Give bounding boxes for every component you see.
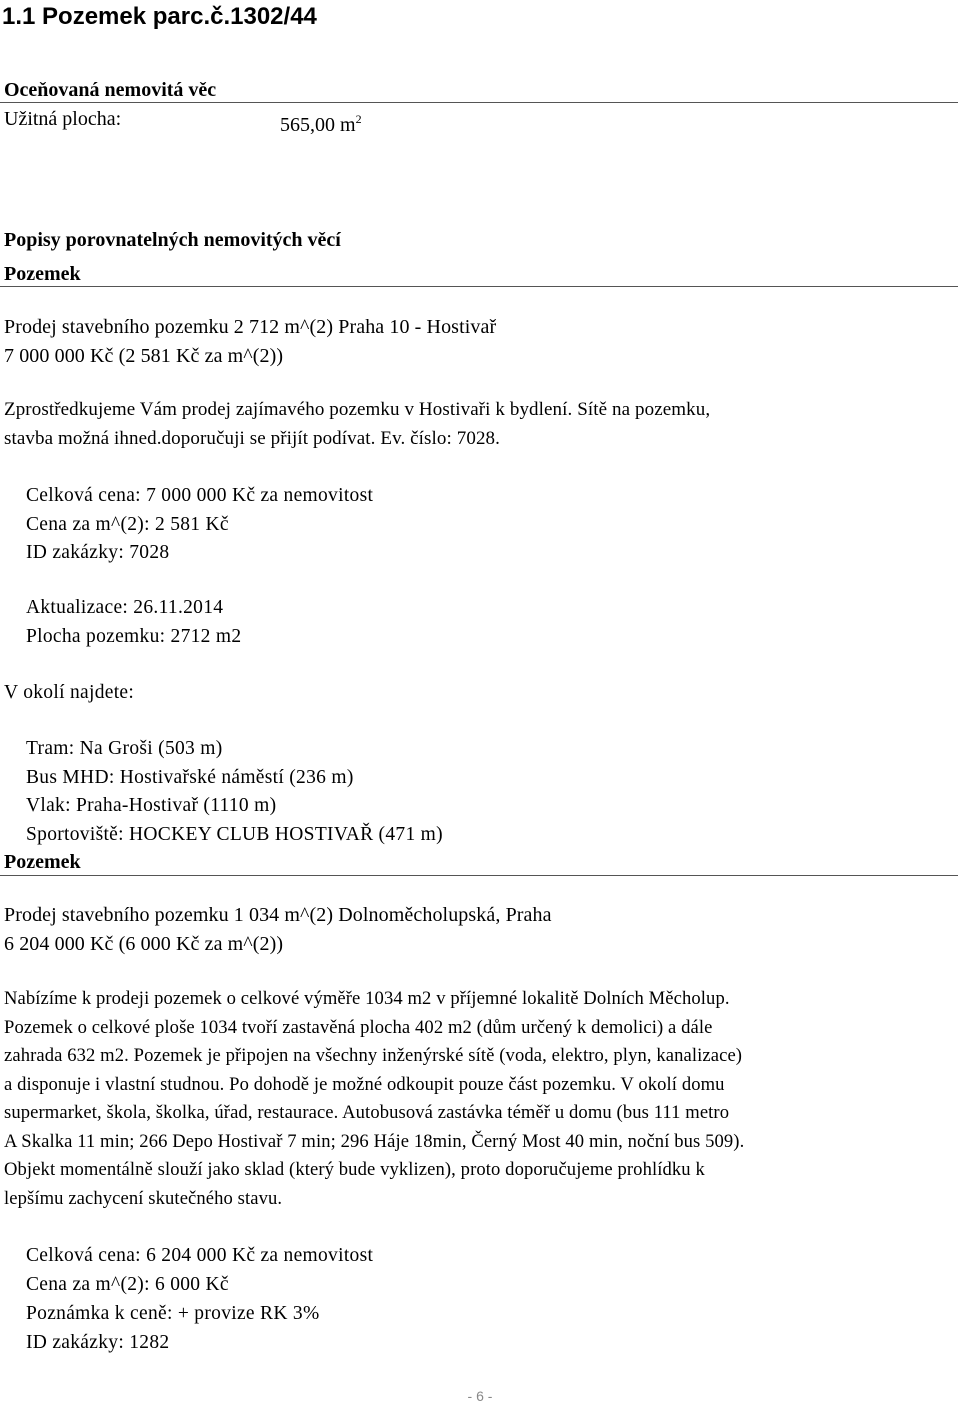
order-id-line: ID zakázky: 1282 xyxy=(26,1332,170,1353)
comparable-title xyxy=(4,901,954,959)
surroundings-item: Bus MHD: Hostivařské náměstí (236 m) xyxy=(26,766,354,788)
usable-area-label: Užitná plocha: xyxy=(4,108,122,130)
price-per-m2-line: Cena za m^(2): 2 581 Kč xyxy=(26,513,229,535)
surroundings-label: V okolí najdete: xyxy=(4,682,135,703)
description-line: lepšímu zachycení skutečného stavu. xyxy=(4,1187,283,1209)
section-divider xyxy=(0,286,958,287)
surroundings-item: Tram: Na Groši (503 m) xyxy=(26,738,223,759)
description-line: A Skalka 11 min; 266 Depo Hostivař 7 min; 296 Háje 18min, Černý Most 40 min, noční bus 509). xyxy=(4,1130,745,1152)
document-title: 1.1 Pozemek parc.č.1302/44 xyxy=(2,3,317,30)
description-line: zahrada 632 m2. Pozemek je připojen na všechny inženýrské sítě (voda, elektro, plyn, kanalizace) xyxy=(4,1045,743,1066)
comparable-section-label: Pozemek xyxy=(4,263,81,285)
usable-area-unit-exponent: 2 xyxy=(355,112,362,126)
comparable-section-label: Pozemek xyxy=(4,851,81,873)
description-line: a disponuje i vlastní studnou. Po dohodě je možné odkoupit pouze část pozemku. V okolí domu xyxy=(4,1073,725,1095)
usable-area-value xyxy=(280,106,362,138)
description-line: Nabízíme k prodeji pozemek o celkové výměře 1034 m2 v příjemné lokalitě Dolních Měcholup. xyxy=(4,988,730,1009)
comparable-title-line: 6 204 000 Kč (6 000 Kč za m^(2)) xyxy=(4,933,284,955)
price-per-m2-line: Cena za m^(2): 6 000 Kč xyxy=(26,1274,229,1295)
comparable-update-block xyxy=(26,594,960,651)
description-line: supermarket, škola, školka, úřad, restaurace. Autobusová zastávka téměř u domu (bus 111 metro xyxy=(4,1102,730,1123)
comparable-price-block xyxy=(26,482,960,568)
description-line: stavba možná ihned.doporučuji se přijít podívat. Ev. číslo: 7028. xyxy=(4,427,501,449)
surroundings-item: Vlak: Praha-Hostivař (1110 m) xyxy=(26,795,277,816)
page-number: - 6 - xyxy=(467,1388,493,1404)
surroundings-item: Sportoviště: HOCKEY CLUB HOSTIVAŘ (471 m) xyxy=(26,823,443,845)
description-line: Objekt momentálně slouží jako sklad (který bude vyklizen), proto doporučujeme prohlídku k xyxy=(4,1159,705,1180)
total-price-line: Celková cena: 7 000 000 Kč za nemovitost xyxy=(26,485,374,506)
comparable-title-line: 7 000 000 Kč (2 581 Kč za m^(2)) xyxy=(4,345,284,367)
comparable-title-line: Prodej stavebního pozemku 2 712 m^(2) Praha 10 - Hostivař xyxy=(4,316,497,338)
comparable-description xyxy=(4,985,954,1213)
comparable-title-line: Prodej stavebního pozemku 1 034 m^(2) Dolnoměcholupská, Praha xyxy=(4,904,552,926)
update-date-line: Aktualizace: 26.11.2014 xyxy=(26,597,224,618)
comparables-heading: Popisy porovnatelných nemovitých věcí xyxy=(4,229,341,251)
valued-property-heading: Oceňovaná nemovitá věc xyxy=(4,79,217,101)
total-price-line: Celková cena: 6 204 000 Kč za nemovitost xyxy=(26,1245,374,1266)
order-id-line: ID zakázky: 7028 xyxy=(26,542,170,563)
surroundings-list xyxy=(26,735,960,849)
usable-area-number: 565,00 m xyxy=(280,114,356,136)
price-note-line: Poznámka k ceně: + provize RK 3% xyxy=(26,1303,320,1324)
comparable-price-block xyxy=(26,1241,960,1357)
comparable-description xyxy=(4,396,954,453)
section-divider xyxy=(0,875,958,876)
section-divider xyxy=(0,102,958,103)
comparable-title xyxy=(4,313,954,371)
description-line: Pozemek o celkové ploše 1034 tvoří zastavěná plocha 402 m2 (dům určený k demolici) a dále xyxy=(4,1016,713,1038)
plot-area-line: Plocha pozemku: 2712 m2 xyxy=(26,625,242,647)
description-line: Zprostředkujeme Vám prodej zajímavého pozemku v Hostivaři k bydlení. Sítě na pozemku, xyxy=(4,399,711,420)
